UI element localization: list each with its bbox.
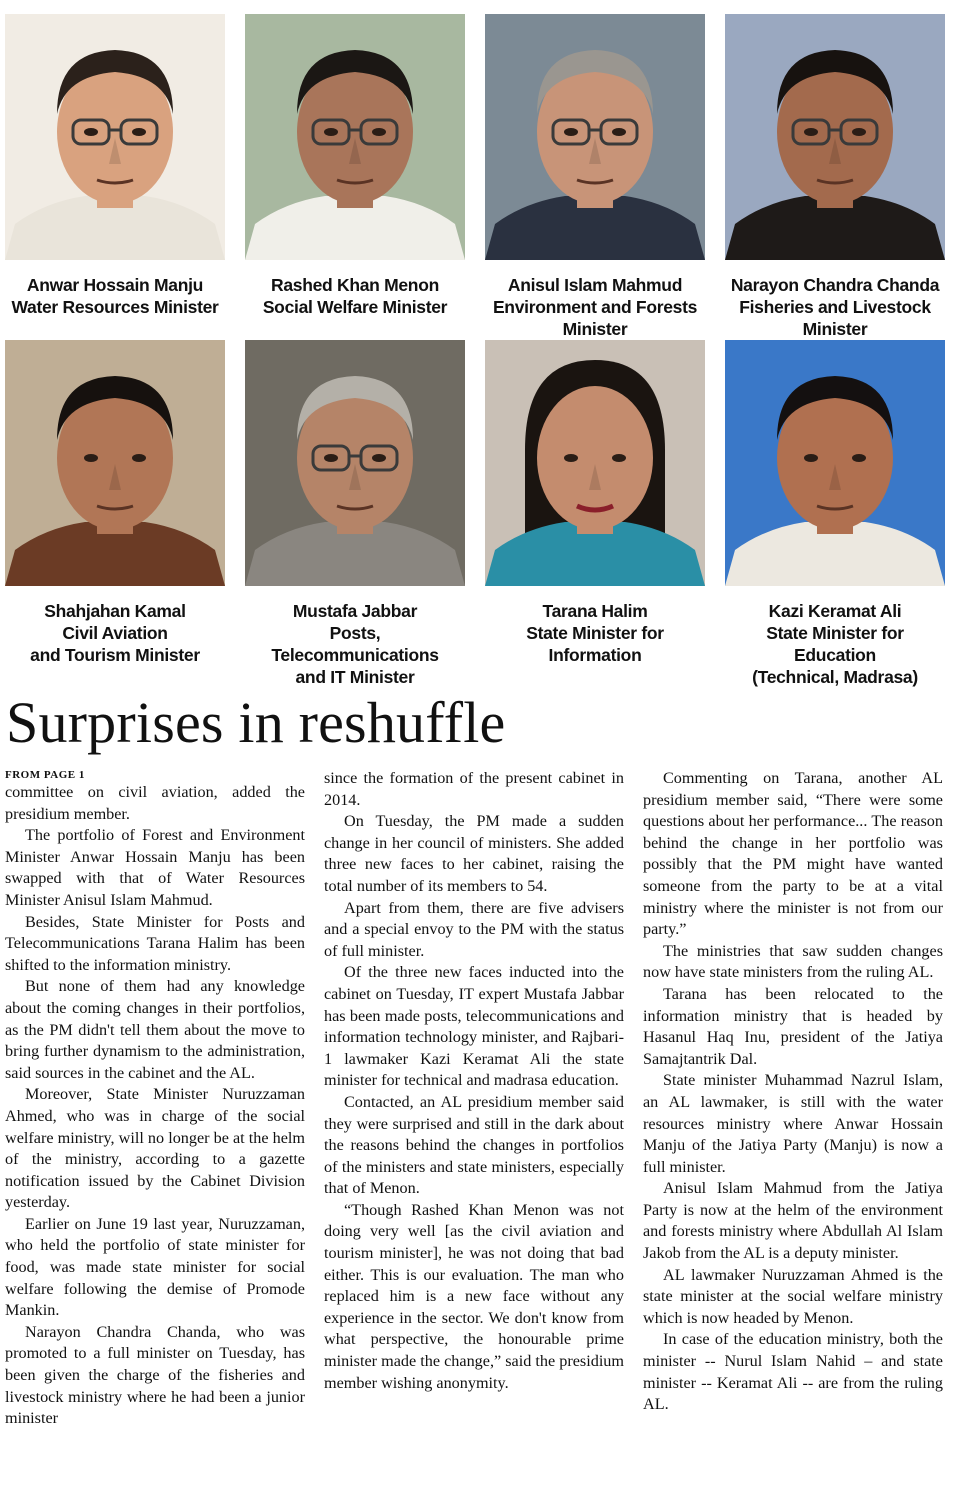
caption-line: Minister: [802, 319, 868, 339]
caption-line: Mustafa Jabbar: [292, 601, 418, 621]
caption-line: Social Welfare Minister: [262, 297, 448, 317]
article-paragraph: Of the three new faces inducted into the cabinet on Tuesday, IT expert Mustafa Jabbar has been made posts, telecommunications and information technology minister, and Rajbari-1 lawmaker Kazi Keramat Ali the state minister for technical and madrasa education.: [324, 963, 624, 1090]
person-caption: [245, 274, 465, 340]
article-column-2: [324, 768, 624, 1430]
caption-line: Tarana Halim: [542, 601, 648, 621]
article-paragraph: “Though Rashed Khan Menon was not doing very well [as the civil aviation and tourism minister], he was not doing that bad either. This is our evaluation. The man who replaced him is a new face without any experience in the sector. We don't know from what perspective, the honourable prime minister made the change,” said the presidium member wishing anonymity.: [324, 1200, 624, 1392]
caption-line: Information: [548, 645, 642, 665]
caption-line: Anwar Hossain Manju: [26, 275, 204, 295]
person-photo: [245, 14, 465, 260]
article-column-3: [643, 768, 943, 1430]
person-photo: [245, 340, 465, 586]
caption-line: Water Resources Minister: [11, 297, 219, 317]
from-page-label: FROM PAGE 1: [5, 769, 85, 781]
article-column-1: [5, 768, 305, 1430]
article-paragraph: Apart from them, there are five advisers and a special envoy to the PM with the status of full minister.: [324, 898, 624, 960]
article-paragraph: since the formation of the present cabinet in 2014.: [324, 769, 624, 809]
caption-line: Minister: [562, 319, 628, 339]
article-paragraph: State minister Muhammad Nazrul Islam, an AL lawmaker, is still with the water resources ministry where Anwar Hossain Manju of the Jatiya Party (Manju) is now a full minister.: [643, 1071, 943, 1176]
person-caption: [485, 274, 705, 340]
caption-line: Posts, Telecommunications: [271, 623, 439, 665]
caption-line: Civil Aviation: [62, 623, 168, 643]
person-photo: [485, 14, 705, 260]
person-photo: [725, 14, 945, 260]
person-caption: [5, 600, 225, 680]
article-paragraph: But none of them had any knowledge about the coming changes in their portfolios, as the PM didn't tell them about the move to bring further dynamism to the administration, said sources in the cabinet and the AL.: [5, 977, 305, 1082]
portrait-photo: [725, 14, 945, 260]
article-paragraph: AL lawmaker Nuruzzaman Ahmed is the state minister at the social welfare ministry which is now headed by Menon.: [643, 1265, 943, 1327]
caption-line: (Technical, Madrasa): [752, 667, 918, 687]
caption-line: Anisul Islam Mahmud: [507, 275, 683, 295]
article-body: [5, 768, 943, 1430]
person-caption: [245, 600, 465, 687]
portrait-photo: [245, 340, 465, 586]
person-card: [245, 14, 465, 340]
article-paragraph: In case of the education ministry, both the minister -- Nurul Islam Nahid – and state minister -- Keramat Ali -- are from the ruling AL.: [643, 1330, 943, 1414]
article-paragraph: The ministries that saw sudden changes now have state ministers from the ruling AL.: [643, 941, 943, 982]
person-card: [725, 14, 945, 340]
caption-line: Environment and Forests: [492, 297, 698, 317]
portrait-photo: [5, 340, 225, 586]
article-paragraph: Anisul Islam Mahmud from the Jatiya Party is now at the helm of the environment and forests ministry where Abdullah Al Islam Jakob from the AL is a deputy minister.: [643, 1179, 943, 1263]
article-paragraph: committee on civil aviation, added the presidium member.: [5, 783, 305, 823]
caption-line: Shahjahan Kamal: [44, 601, 186, 621]
person-caption: [5, 274, 225, 340]
article-paragraph: Contacted, an AL presidium member said they were surprised and still in the dark about the reasons behind the changes in portfolios of the ministers and state ministers, especially that of Menon.: [324, 1092, 624, 1198]
article-paragraph: On Tuesday, the PM made a sudden change in her council of ministers. She added three new faces to her cabinet, raising the total number of its members to 54.: [324, 812, 624, 895]
photo-row-1: [5, 14, 945, 340]
caption-line: and IT Minister: [295, 667, 415, 687]
portrait-photo: [725, 340, 945, 586]
person-photo: [5, 14, 225, 260]
article-paragraph: Earlier on June 19 last year, Nuruzzaman, who held the portfolio of state minister for food, was made state minister for social welfare following the demise of Promode Mankin.: [5, 1214, 305, 1320]
person-caption: [725, 274, 945, 340]
caption-line: Rashed Khan Menon: [271, 275, 439, 295]
article-paragraph: The portfolio of Forest and Environment Minister Anwar Hossain Manju has been swapped with that of Water Resources Minister Anisul Islam Mahmud.: [5, 826, 305, 909]
person-card: [485, 14, 705, 340]
caption-line: State Minister for: [526, 623, 664, 643]
person-photo: [5, 340, 225, 586]
person-card: [5, 340, 225, 680]
photo-grid: [5, 14, 945, 687]
person-card: [245, 340, 465, 687]
caption-line: State Minister for Education: [766, 623, 904, 665]
article-paragraph: Moreover, State Minister Nuruzzaman Ahmed, who was in charge of the social welfare ministry, will no longer be at the helm of the ministry, according to a gazette notification issued by the Cabinet Division yesterday.: [5, 1085, 305, 1212]
caption-line: Fisheries and Livestock: [739, 297, 931, 317]
photo-row-2: [5, 340, 945, 687]
person-card: [725, 340, 945, 687]
portrait-photo: [5, 14, 225, 260]
person-caption: [725, 600, 945, 687]
portrait-photo: [245, 14, 465, 260]
person-card: [485, 340, 705, 680]
person-photo: [485, 340, 705, 586]
person-card: [5, 14, 225, 340]
caption-line: Kazi Keramat Ali: [768, 601, 902, 621]
person-photo: [725, 340, 945, 586]
headline: Surprises in reshuffle: [6, 690, 506, 755]
caption-line: and Tourism Minister: [30, 645, 200, 665]
portrait-photo: [485, 340, 705, 586]
article-paragraph: Besides, State Minister for Posts and Telecommunications Tarana Halim has been shifted to the information ministry.: [5, 912, 305, 974]
article-paragraph: Tarana has been relocated to the information ministry that is headed by Hasanul Haq Inu, president of the Jatiya Samajtantrik Dal.: [643, 984, 943, 1068]
person-caption: [485, 600, 705, 680]
portrait-photo: [485, 14, 705, 260]
caption-line: Narayon Chandra Chanda: [730, 275, 940, 295]
article-paragraph: Narayon Chandra Chanda, who was promoted to a full minister on Tuesday, has been given the charge of the fisheries and livestock ministry where he had been a junior minister: [5, 1322, 305, 1428]
article-paragraph: Commenting on Tarana, another AL presidium member said, “There were some questions about her performance... The reason behind the change in her portfolio was possibly that the PM might have wanted someone from the party to be at a vital ministry where the minister is not from our party.”: [643, 769, 943, 939]
